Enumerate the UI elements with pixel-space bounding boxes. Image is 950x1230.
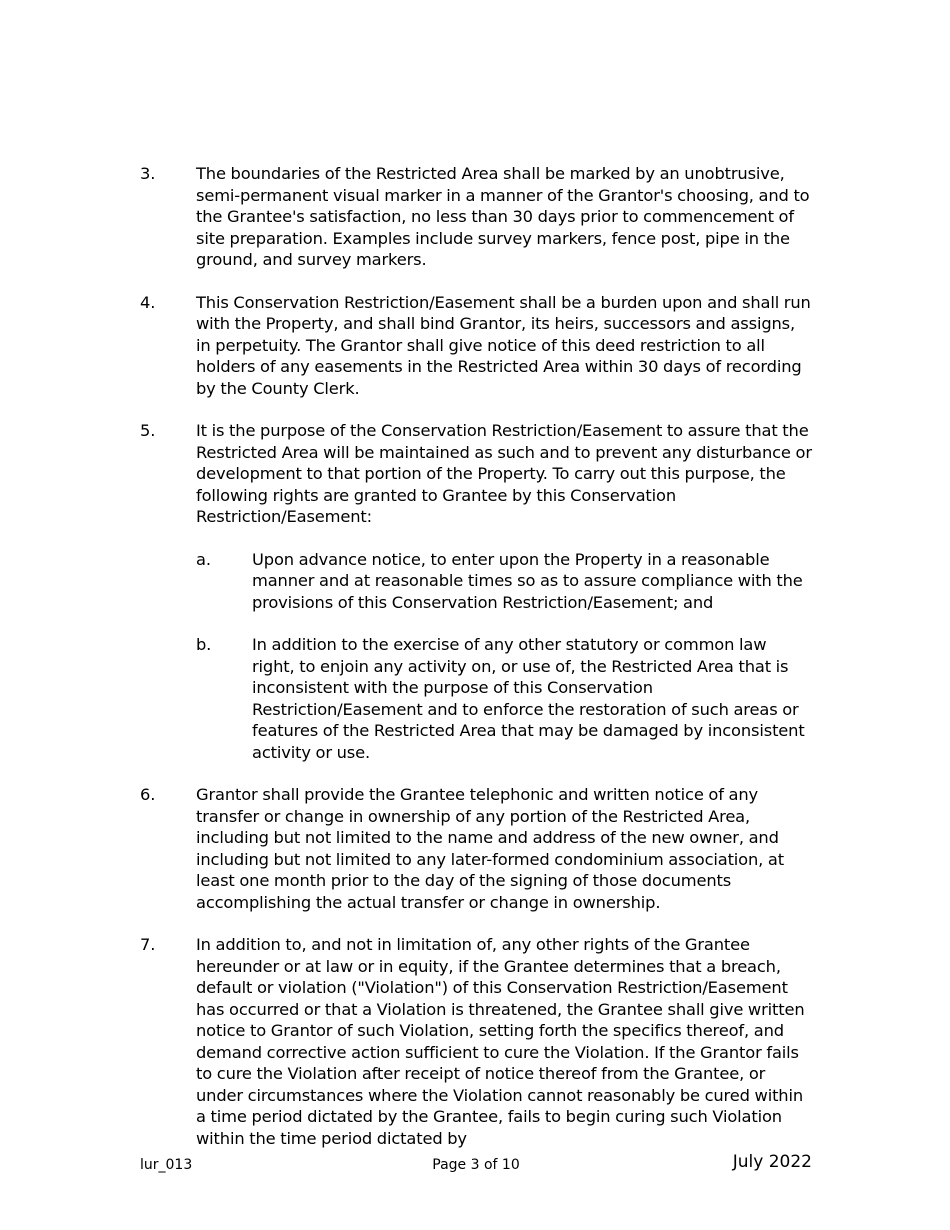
paragraph-number: 3. (140, 164, 156, 183)
paragraph-5 (140, 420, 812, 763)
paragraph-3 (140, 163, 812, 271)
footer-page-number: Page 3 of 10 (432, 1157, 520, 1173)
document-body (140, 163, 812, 1170)
subparagraph-a (196, 549, 812, 614)
subparagraph-letter: a. (196, 549, 211, 569)
paragraph-7 (140, 934, 812, 1149)
paragraph-text: Grantor shall provide the Grantee telephonic and written notice of any transfer or change in ownership of any portion of the Restricted Area, including but not limited to the name and address of the new owner, and including but not limited to any later-formed condominium association, at least one month prior to the day of the signing of those documents accomplishing the actual transfer or change in ownership. (196, 785, 784, 912)
page-footer (140, 1150, 812, 1180)
footer-date: July 2022 (732, 1152, 812, 1172)
paragraph-text: The boundaries of the Restricted Area shall be marked by an unobtrusive, semi-permanent visual marker in a manner of the Grantor's choosing, and to the Grantee's satisfaction, no less than 30 days prior to commencement of site preparation. Examples include survey markers, fence post, pipe in the ground, and survey markers. (196, 164, 810, 269)
footer-doc-id: lur_013 (140, 1157, 193, 1173)
paragraph-number: 7. (140, 935, 156, 954)
paragraph-text: It is the purpose of the Conservation Restriction/Easement to assure that the Restricted Area will be maintained as such and to prevent any disturbance or development to that portion of the Property. To carry out this purpose, the following rights are granted to Grantee by this Conservation Restriction/Easement: (196, 421, 812, 526)
paragraph-6 (140, 784, 812, 913)
subparagraph-letter: b. (196, 635, 212, 654)
paragraph-text: This Conservation Restriction/Easement shall be a burden upon and shall run with the Property, and shall bind Grantor, its heirs, successors and assigns, in perpetuity. The Grantor shall give notice of this deed restriction to all holders of any easements in the Restricted Area within 30 days of recording by the County Clerk. (196, 292, 811, 398)
subparagraph-b (196, 634, 812, 763)
paragraph-text: In addition to, and not in limitation of, any other rights of the Grantee hereunder or at law or in equity, if the Grantee determines that a breach, default or violation ("Violation") of this Conservation Restriction/Easement has occurred or that a Violation is threatened, the Grantee shall give written notice to Grantor of such Violation, setting forth the specifics thereof, and demand corrective action sufficient to cure the Violation. If the Grantor fails to cure the Violation after receipt of notice thereof from the Grantee, or under circumstances where the Violation cannot reasonably be cured within a time period dictated by the Grantee, fails to begin curing such Violation within the time period dictated by (196, 935, 805, 1148)
paragraph-number: 6. (140, 785, 156, 804)
paragraph-4 (140, 292, 812, 400)
subparagraph-text: Upon advance notice, to enter upon the Property in a reasonable manner and at reasonable times so as to assure compliance with the provisions of this Conservation Restriction/Easement; and (252, 549, 803, 612)
subparagraph-text: In addition to the exercise of any other statutory or common law right, to enjoin any activity on, or use of, the Restricted Area that is inconsistent with the purpose of this Conservation Restriction/Easement and to enforce the restoration of such areas or features of the Restricted Area that may be damaged by inconsistent activity or use. (252, 635, 805, 762)
paragraph-number: 4. (140, 292, 156, 312)
paragraph-number: 5. (140, 421, 156, 440)
